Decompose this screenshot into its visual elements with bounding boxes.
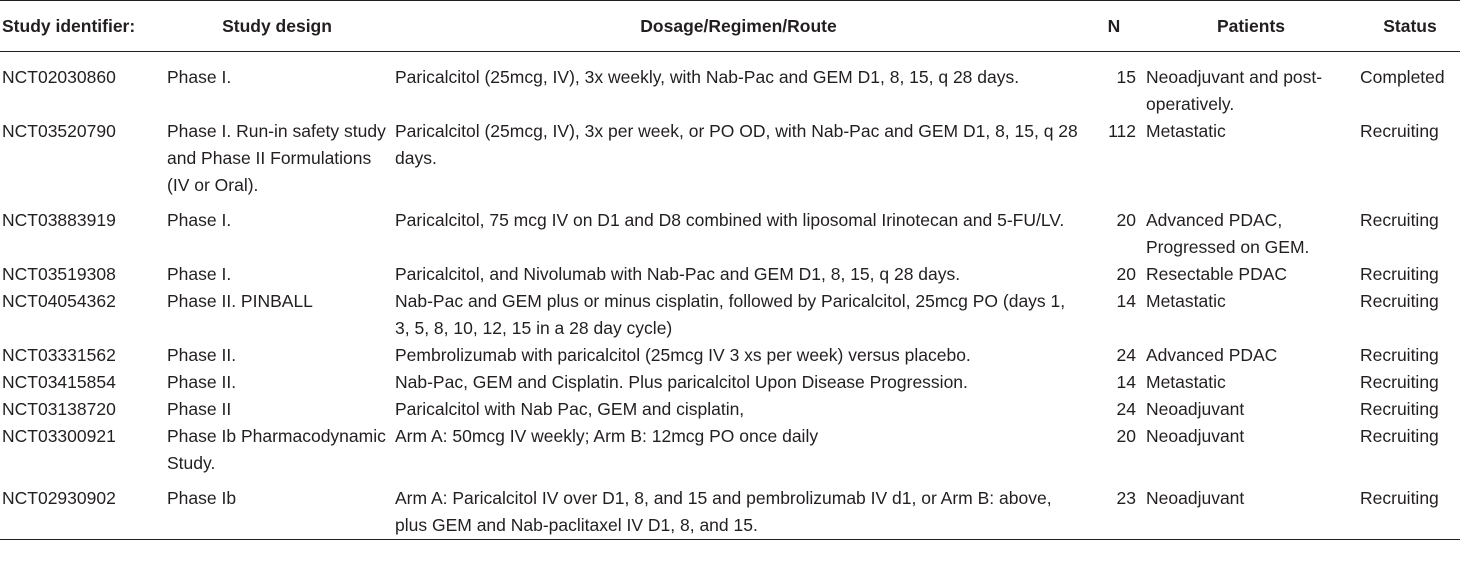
patients: Advanced PDAC <box>1146 345 1278 365</box>
n-count: 20 <box>1116 210 1136 230</box>
header-patients: Patients <box>1216 15 1286 36</box>
table-row <box>0 423 1460 485</box>
study-design: Phase I. Run-in safety study and Phase II Formulations (IV or Oral). <box>167 121 386 195</box>
n-count: 15 <box>1116 67 1136 87</box>
n-count: 20 <box>1116 426 1136 446</box>
status: Recruiting <box>1360 121 1439 141</box>
status: Recruiting <box>1360 210 1439 230</box>
dosage-regimen: Paricalcitol, 75 mcg IV on D1 and D8 combined with liposomal Irinotecan and 5-FU/LV. <box>395 210 1065 230</box>
study-identifier: NCT03883919 <box>2 210 116 230</box>
n-count: 24 <box>1116 345 1136 365</box>
patients: Neoadjuvant <box>1146 399 1245 419</box>
dosage-regimen: Paricalcitol (25mcg, IV), 3x per week, or PO OD, with Nab-Pac and GEM D1, 8, 15, q 28 days. <box>395 121 1078 168</box>
patients: Neoadjuvant <box>1146 488 1245 508</box>
table-body <box>0 52 1460 540</box>
status: Recruiting <box>1360 345 1439 365</box>
header-study-identifier: Study identifier: <box>2 15 136 36</box>
header-study-design: Study design <box>222 15 332 36</box>
table-row <box>0 342 1460 369</box>
study-design: Phase I. <box>167 264 232 284</box>
study-design: Phase Ib <box>167 488 237 508</box>
study-design: Phase II. PINBALL <box>167 291 313 311</box>
header-status: Status <box>1383 15 1437 36</box>
study-design: Phase Ib Pharmacodynamic Study. <box>167 426 386 473</box>
study-identifier: NCT04054362 <box>2 291 116 311</box>
status: Completed <box>1360 67 1445 87</box>
study-identifier: NCT03138720 <box>2 399 116 419</box>
status: Recruiting <box>1360 291 1439 311</box>
table-row <box>0 369 1460 396</box>
dosage-regimen: Arm A: Paricalcitol IV over D1, 8, and 15 and pembrolizumab IV d1, or Arm B: above, plus GEM and Nab-paclitaxel IV D1, 8, and 15. <box>395 488 1052 535</box>
header-n: N <box>1107 15 1121 36</box>
patients: Neoadjuvant <box>1146 426 1245 446</box>
dosage-regimen: Arm A: 50mcg IV weekly; Arm B: 12mcg PO once daily <box>395 426 819 446</box>
study-identifier: NCT02930902 <box>2 488 116 508</box>
study-design: Phase I. <box>167 210 232 230</box>
study-identifier: NCT03415854 <box>2 372 116 392</box>
table-row <box>0 118 1460 207</box>
study-identifier: NCT03300921 <box>2 426 116 446</box>
n-count: 24 <box>1116 399 1136 419</box>
table-row <box>0 485 1460 540</box>
n-count: 20 <box>1116 264 1136 284</box>
patients: Metastatic <box>1146 291 1226 311</box>
n-count: 14 <box>1116 372 1136 392</box>
status: Recruiting <box>1360 372 1439 392</box>
dosage-regimen: Pembrolizumab with paricalcitol (25mcg IV 3 xs per week) versus placebo. <box>395 345 971 365</box>
patients: Advanced PDAC, Progressed on GEM. <box>1146 210 1310 257</box>
table-row <box>0 52 1460 119</box>
header-dosage: Dosage/Regimen/Route <box>640 15 837 36</box>
n-count: 14 <box>1116 291 1136 311</box>
dosage-regimen: Nab-Pac and GEM plus or minus cisplatin, followed by Paricalcitol, 25mcg PO (days 1, 3, 5, 8, 10, 12, 15 in a 28 day cycle) <box>395 291 1066 338</box>
study-design: Phase I. <box>167 67 232 87</box>
study-identifier: NCT03520790 <box>2 121 116 141</box>
dosage-regimen: Paricalcitol, and Nivolumab with Nab-Pac and GEM D1, 8, 15, q 28 days. <box>395 264 961 284</box>
study-design: Phase II. <box>167 345 237 365</box>
patients: Metastatic <box>1146 121 1226 141</box>
table-row <box>0 396 1460 423</box>
patients: Metastatic <box>1146 372 1226 392</box>
table-row <box>0 207 1460 261</box>
study-design: Phase II. <box>167 372 237 392</box>
table-row <box>0 288 1460 342</box>
patients: Resectable PDAC <box>1146 264 1288 284</box>
table-row <box>0 261 1460 288</box>
n-count: 112 <box>1108 121 1136 141</box>
status: Recruiting <box>1360 399 1439 419</box>
table-header <box>0 1 1460 52</box>
study-identifier: NCT03331562 <box>2 345 116 365</box>
status: Recruiting <box>1360 426 1439 446</box>
dosage-regimen: Nab-Pac, GEM and Cisplatin. Plus paricalcitol Upon Disease Progression. <box>395 372 968 392</box>
header-row <box>0 1 1460 52</box>
study-design: Phase II <box>167 399 232 419</box>
study-identifier: NCT02030860 <box>2 67 116 87</box>
dosage-regimen: Paricalcitol with Nab Pac, GEM and cisplatin, <box>395 399 745 419</box>
n-count: 23 <box>1116 488 1136 508</box>
status: Recruiting <box>1360 264 1439 284</box>
status: Recruiting <box>1360 488 1439 508</box>
patients: Neoadjuvant and post-operatively. <box>1146 67 1323 114</box>
dosage-regimen: Paricalcitol (25mcg, IV), 3x weekly, with Nab-Pac and GEM D1, 8, 15, q 28 days. <box>395 67 1020 87</box>
study-identifier: NCT03519308 <box>2 264 116 284</box>
